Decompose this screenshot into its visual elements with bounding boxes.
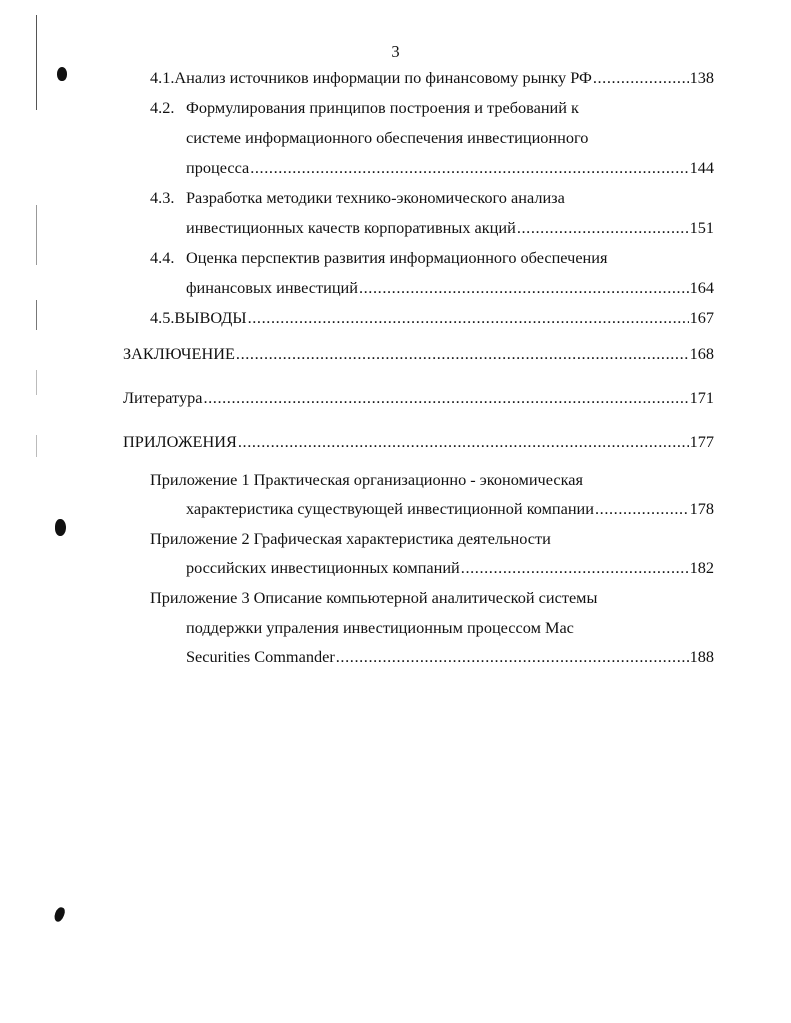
entry-title-line: характеристика существующей инвестиционной компании [186,499,594,518]
page-ref: 167 [689,308,714,327]
entry-title-line: российских инвестиционных компаний [186,558,460,577]
page-number: 3 [391,42,400,61]
toc-entry-conclusion [123,343,714,365]
entry-title-line: системе информационного обеспечения инвестиционного [186,128,589,147]
toc-entry-appendix-1-end [186,498,714,520]
page-ref: 171 [689,388,714,407]
entry-title-line: Приложение 1 Практическая организационно - экономическая [150,470,583,489]
entry-title-line: инвестиционных качеств корпоративных акций [186,218,516,237]
toc-entry-4-4-end [186,277,714,299]
page-ref: 151 [689,218,714,237]
leader-dots [593,67,689,89]
page-ref: 178 [689,499,714,518]
entry-title-line: Приложение 3 Описание компьютерной аналитической системы [150,588,598,607]
leader-dots [248,307,689,329]
entry-title: ВЫВОДЫ [174,308,247,327]
toc-entry-appendix-2 [150,528,551,550]
toc-entry-appendix-3-cont [186,617,574,639]
page-ref: 188 [689,647,714,666]
toc-entry-4-2-cont [186,127,588,149]
page-ref: 138 [689,68,714,87]
toc-entry-4-2 [150,97,579,119]
entry-title: ПРИЛОЖЕНИЯ [123,432,237,451]
toc-entry-4-5 [150,307,714,329]
entry-title-line: Оценка перспектив развития информационного обеспечения [186,248,608,267]
entry-title-line: Разработка методики технико-экономического анализа [186,188,565,207]
page-ref: 177 [689,432,714,451]
page-ref: 144 [689,158,714,177]
toc-entry-appendix-2-end [186,557,714,579]
toc-entry-4-3 [150,187,565,209]
page-ref: 182 [689,558,714,577]
leader-dots [461,557,689,579]
section-number: 4.2. [150,98,175,117]
section-number: 4.4. [150,248,175,267]
entry-title-line: Securities Commander [186,647,335,666]
section-number: 4.1. [150,68,175,87]
toc-entry-4-4 [150,247,607,269]
leader-dots [203,387,688,409]
leader-dots [359,277,689,299]
toc-entry-4-1 [150,67,714,89]
leader-dots [236,343,689,365]
entry-title-line: Приложение 2 Графическая характеристика деятельности [150,529,551,548]
toc-entry-appendix-1 [150,469,583,491]
entry-title-line: Формулирования принципов построения и требований к [186,98,579,117]
entry-title-line: поддержки упраления инвестиционным процессом Mac [186,618,574,637]
toc-entry-appendices [123,431,714,453]
section-number: 4.3. [150,188,175,207]
leader-dots [517,217,689,239]
section-number: 4.5. [150,308,175,327]
toc-entry-literature [123,387,714,409]
entry-title-line: процесса [186,158,250,177]
page-ref: 168 [689,344,714,363]
entry-title-line: финансовых инвестиций [186,278,358,297]
entry-title: ЗАКЛЮЧЕНИЕ [123,344,235,363]
leader-dots [595,498,689,520]
entry-title: Литература [123,388,203,407]
punch-hole-mark [53,906,67,923]
toc-entry-4-2-end [186,157,714,179]
toc-entry-appendix-3 [150,587,597,609]
page-ref: 164 [689,278,714,297]
toc-entry-appendix-3-end [186,646,714,668]
leader-dots [238,431,689,453]
leader-dots [250,157,688,179]
entry-title: Анализ источников информации по финансовому рынку РФ [174,68,592,87]
toc-entry-4-3-end [186,217,714,239]
leader-dots [336,646,689,668]
